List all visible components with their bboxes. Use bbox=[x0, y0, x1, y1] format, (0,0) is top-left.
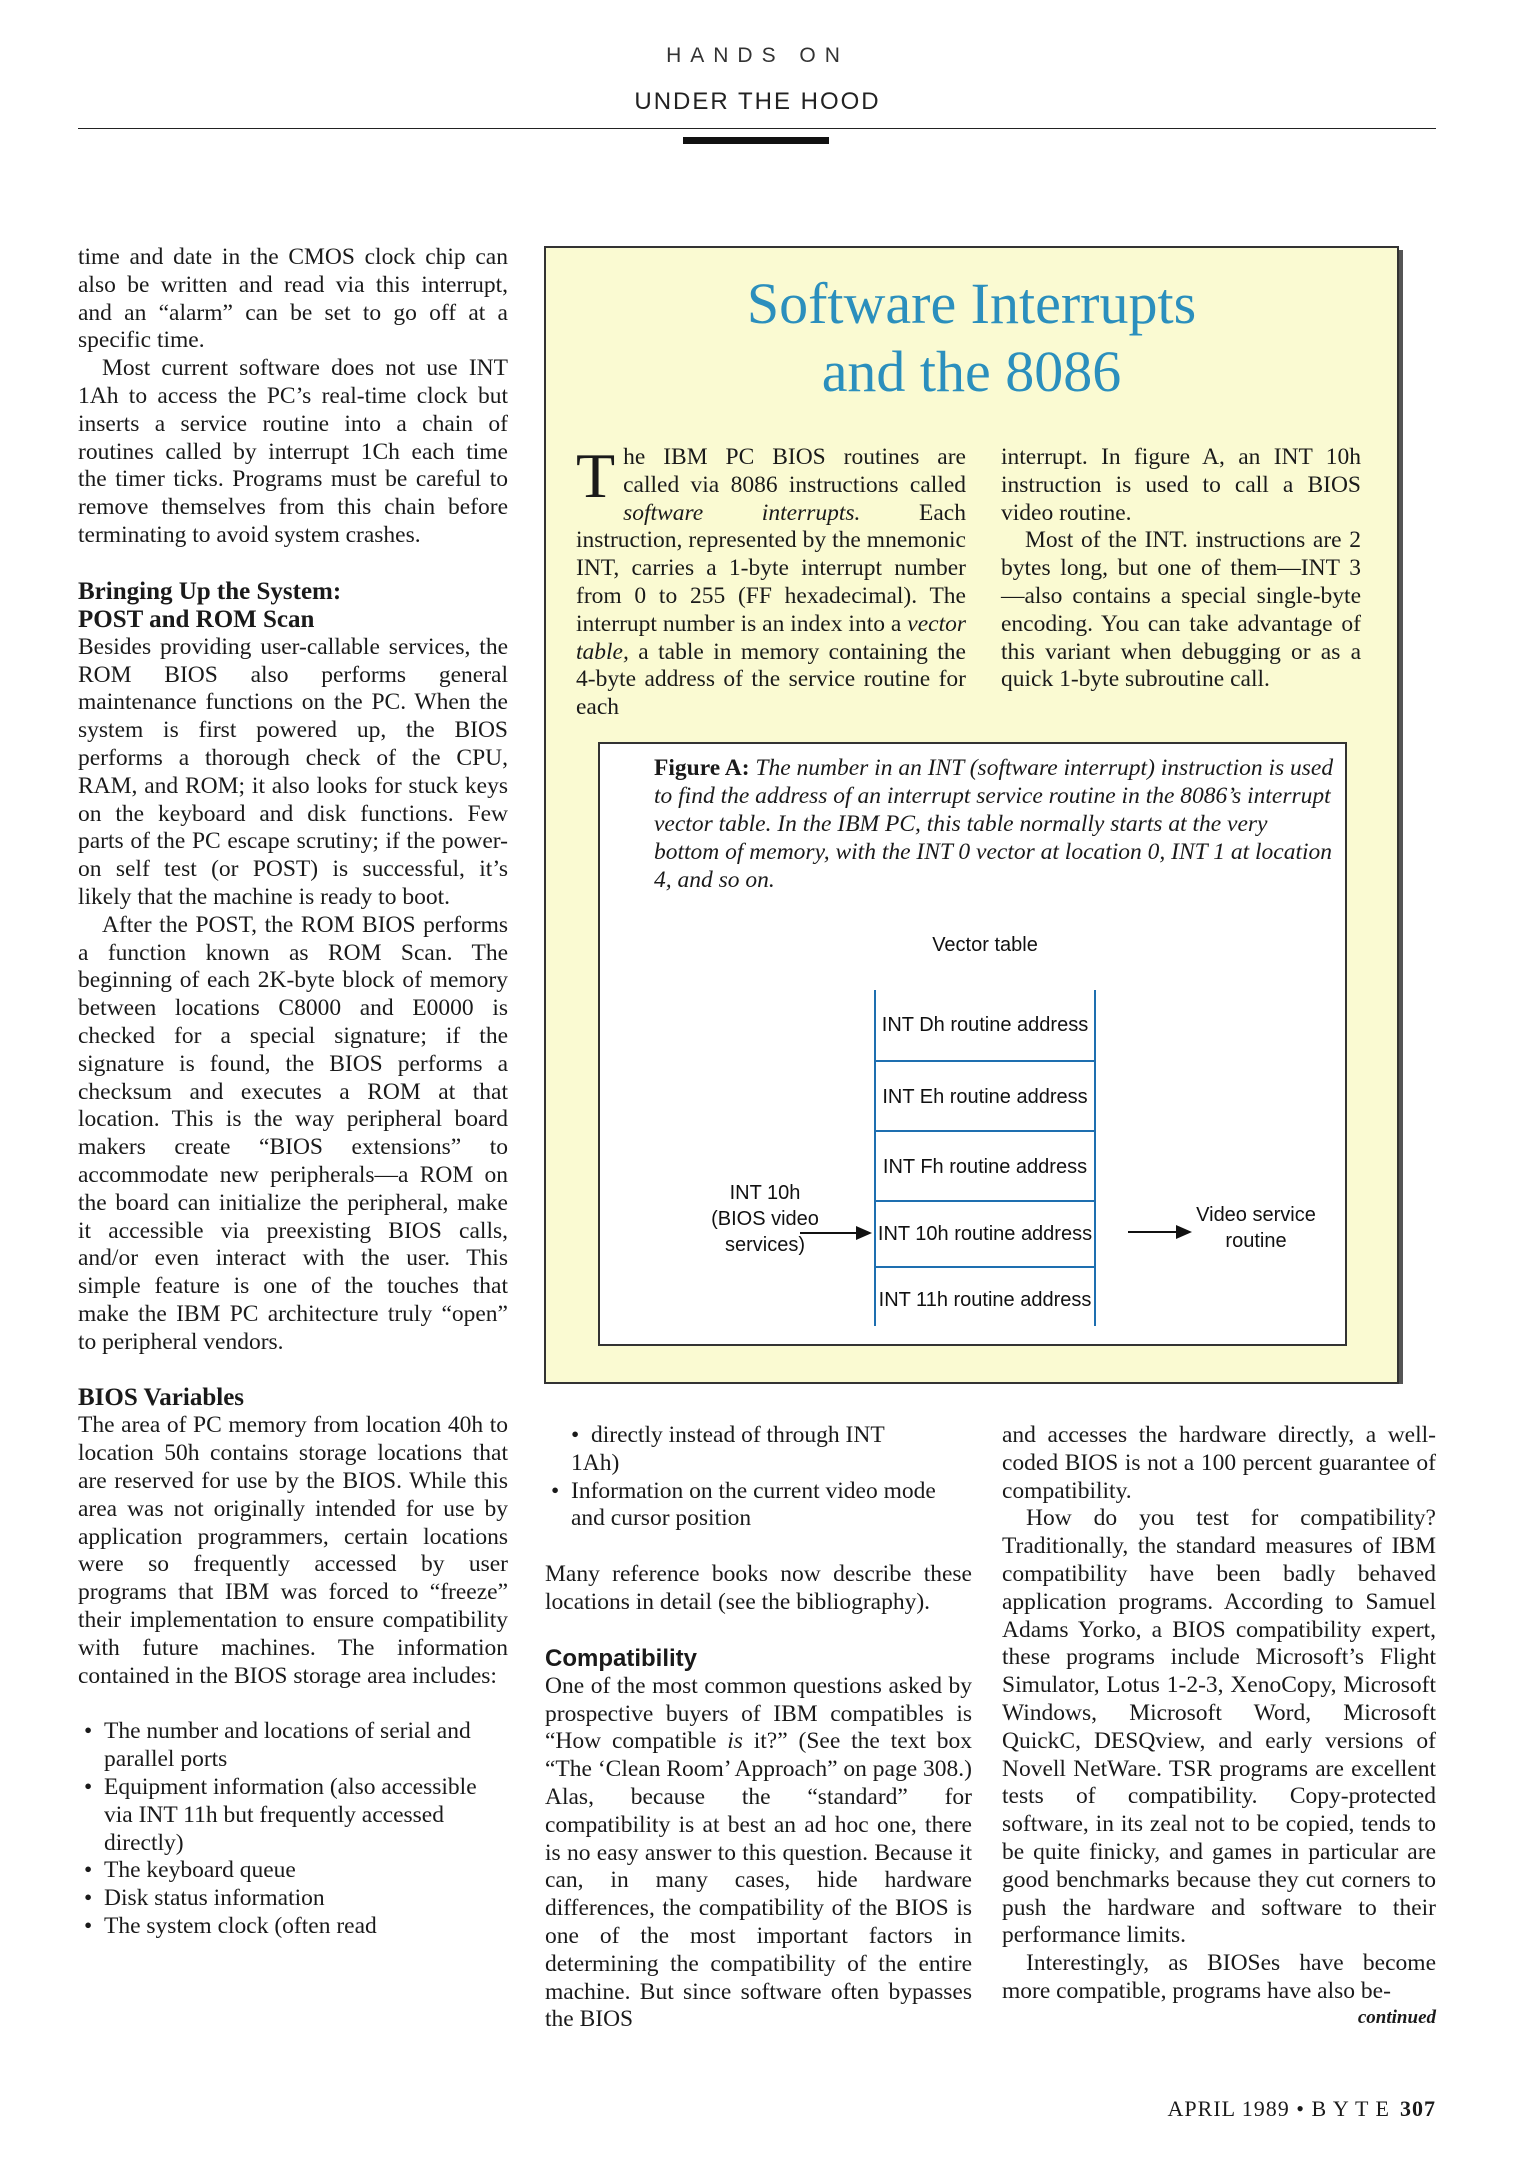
sidebar-paragraph: The IBM PC BIOS routines are called via 8086 instructions called software interrupts. Each instruction, represented by the mnemonic INT, carries a 1-byte interrupt number from 0 to 255 (FF hexadecimal). The interrupt number is an index into a vector table, a table in memory containing the 4-byte address of the service routine for each bbox=[576, 440, 966, 721]
subheading: BIOS Variables bbox=[78, 1384, 245, 1412]
paragraph: How do you test for compatibility? Traditionally, the standard measures of IBM compatibility have been badly behaved application programs. According to Samuel Adams Yorko, a BIOS compatibility expert, these programs include Microsoft’s Flight Simulator, Lotus 1-2-3, XenoCopy, Microsoft Windows, Microsoft Word, Microsoft QuickC, DESQview, and early versions of Novell NetWare. TSR programs are excellent tests of compatibility. Copy-protected software, in its zeal not to be copied, tends to be quite finicky, and games in particular are good benchmarks because they cut corners to push the hardware and software to their performance limits. bbox=[1002, 1505, 1436, 1949]
sidebar-paragraph: interrupt. In figure A, an INT 10h instruction is used to call a BIOS video routine. bbox=[1001, 444, 1361, 526]
int-10h-label: INT 10h (BIOS video services) bbox=[711, 1182, 819, 1256]
subheading: Compatibility bbox=[545, 1644, 698, 1672]
column-title: UNDER THE HOOD bbox=[634, 88, 881, 115]
list-item: • The system clock (often read bbox=[78, 1913, 508, 1941]
list-item: • The number and locations of serial and parallel ports bbox=[78, 1718, 508, 1774]
sidebar-box bbox=[544, 246, 1399, 1384]
drop-cap: T bbox=[576, 440, 616, 511]
vector-table-title: Vector table bbox=[932, 934, 1038, 956]
paragraph: Many reference books now describe these locations in detail (see the bibliography). bbox=[545, 1561, 972, 1615]
header-bar bbox=[683, 137, 829, 144]
list-item-continued: • directly instead of through INT 1Ah) bbox=[545, 1422, 972, 1478]
subheading: POST and ROM Scan bbox=[78, 605, 315, 633]
table-entry: INT 11h routine address bbox=[878, 1289, 1092, 1311]
paragraph: Besides providing user-callable services, the ROM BIOS also performs general maintenance functions on the PC. When the system is first powered up, the BIOS performs a thorough check of the CPU, RAM, and ROM; it also looks for stuck keys on the keyboard and disk functions. Few parts of the PC escape scrutiny; if the power-on self test (or POST) is successful, it’s likely that the machine is ready to boot. bbox=[78, 633, 508, 910]
list-item: • The keyboard queue bbox=[78, 1857, 508, 1885]
sidebar-column-1 bbox=[576, 440, 966, 722]
paragraph: time and date in the CMOS clock chip can also be written and read via this interrupt, and an “alarm” can be set to go off at a specific time. bbox=[78, 244, 508, 354]
section-kicker: HANDS ON bbox=[666, 44, 849, 67]
arrow-line bbox=[1128, 1231, 1178, 1233]
page-number: 307 bbox=[1400, 2096, 1436, 2121]
table-entry: INT Fh routine address bbox=[882, 1156, 1088, 1178]
issue-label: APRIL 1989 • B Y T E bbox=[1167, 2096, 1390, 2121]
table-divider bbox=[874, 1130, 1096, 1132]
list-item: • Disk status information bbox=[78, 1885, 508, 1913]
paragraph: The area of PC memory from location 40h to location 50h contains storage locations that are reserved for use by the BIOS. While this area was not originally intended for use by application programmers, certain locations were so frequently accessed by user programs that IBM was forced to “freeze” their implementation to ensure compatibility with future machines. The information contained in the BIOS storage area includes: bbox=[78, 1412, 508, 1689]
arrow-line bbox=[800, 1232, 858, 1234]
figure-a bbox=[598, 742, 1347, 1346]
continued-label: continued bbox=[1357, 2006, 1436, 2028]
left-column bbox=[78, 244, 508, 1941]
arrow-right-icon bbox=[856, 1226, 872, 1240]
header-rule bbox=[78, 128, 1436, 129]
paragraph: and accesses the hardware directly, a well-coded BIOS is not a 100 percent guarantee of compatibility. bbox=[1002, 1422, 1436, 1504]
table-divider bbox=[874, 1200, 1096, 1202]
sidebar-title: Software Interrupts and the 8086 bbox=[746, 271, 1197, 404]
paragraph: One of the most common questions asked by prospective buyers of IBM compatibles is “How compatible is it?” (See the text box “The ‘Clean Room’ Approach” on page 308.) Alas, because the “standard” for compatibility is at best an ad hoc one, there is no easy answer to this question. Because it can, in many cases, hide hardware differences, the compatibility of the BIOS is one of the most important factors in determining the compatibility of the entire machine. But since software often bypasses the BIOS bbox=[545, 1672, 972, 2033]
paragraph: After the POST, the ROM BIOS performs a function known as ROM Scan. The beginning of each 2K-byte block of memory between locations C8000 and E0000 is checked for a special signature; if the signature is found, the BIOS performs a checksum and executes a ROM at that location. This is the way peripheral board makers create “BIOS extensions” to accommodate new peripherals—a ROM on the board can initialize the peripheral, make it accessible via preexisting BIOS calls, and/or even interact with the user. This simple feature is one of the touches that make the IBM PC architecture truly “open” to peripheral vendors. bbox=[78, 911, 508, 1355]
page-footer bbox=[1030, 2096, 1436, 2122]
right-column bbox=[1002, 1422, 1436, 2030]
list-item: • Information on the current video mode and cursor position bbox=[545, 1478, 972, 1534]
sidebar-shadow bbox=[1399, 250, 1403, 1384]
table-entry: INT Dh routine address bbox=[881, 1014, 1089, 1036]
subheading: Bringing Up the System: bbox=[78, 577, 342, 605]
table-entry: INT 10h routine address bbox=[877, 1223, 1093, 1245]
table-entry: INT Eh routine address bbox=[882, 1086, 1088, 1108]
table-divider bbox=[874, 1060, 1096, 1062]
paragraph: Most current software does not use INT 1Ah to access the PC’s real-time clock but inserts a service routine into a chain of routines called by interrupt 1Ch each time the timer ticks. Programs must be careful to remove themselves from this chain before terminating to avoid system crashes. bbox=[78, 355, 508, 548]
video-service-label: Video service routine bbox=[1196, 1204, 1316, 1252]
paragraph: Interestingly, as BIOSes have become more compatible, programs have also be- bbox=[1002, 1950, 1436, 2004]
table-divider bbox=[874, 1266, 1096, 1268]
figure-caption: Figure A: The number in an INT (software interrupt) instruction is used to find the address of an interrupt service routine in the 8086’s interrupt vector table. In the IBM PC, this table normally starts at the very bottom of memory, with the INT 0 vector at location 0, INT 1 at location 4, and so on. bbox=[654, 755, 1334, 893]
sidebar-column-2 bbox=[1001, 444, 1361, 694]
list-item: • Equipment information (also accessible via INT 11h but frequently accessed directly) bbox=[78, 1774, 508, 1857]
sidebar-paragraph: Most of the INT. instructions are 2 bytes long, but one of them—INT 3—also contains a special single-byte encoding. You can take advantage of this variant when debugging or as a quick 1-byte subroutine call. bbox=[1001, 527, 1361, 693]
table-right-edge bbox=[1094, 990, 1096, 1326]
middle-column bbox=[545, 1422, 972, 2034]
